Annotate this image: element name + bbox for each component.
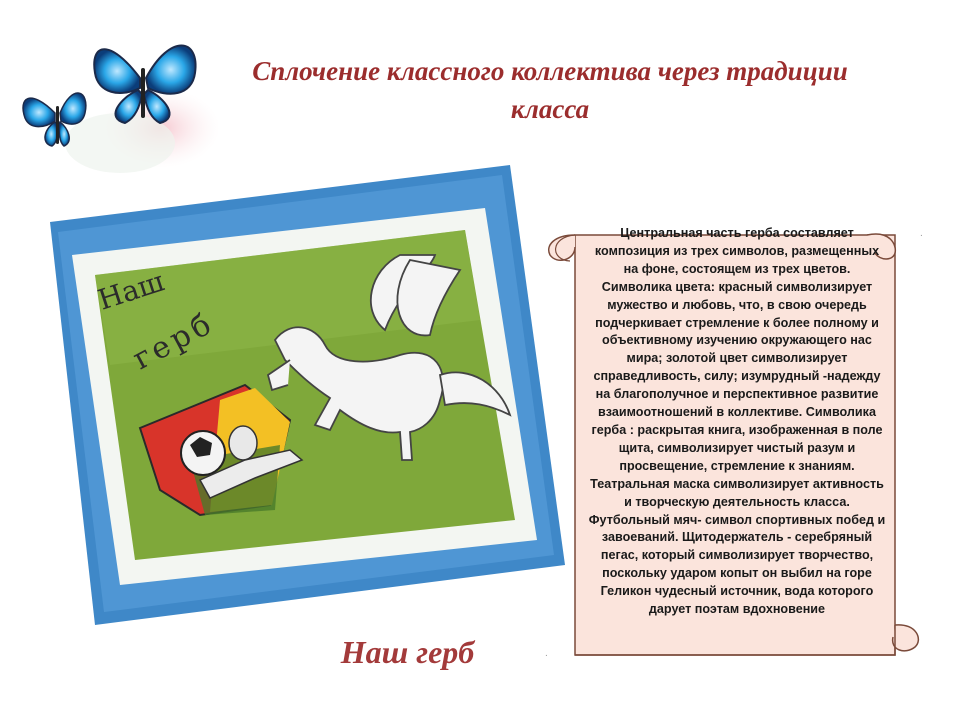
slide-title: Сплочение классного коллектива через традиции класса — [252, 56, 848, 124]
butterflies-decoration — [10, 18, 230, 178]
emblem-text-line1: Наш — [93, 264, 169, 317]
decor-dot: . — [545, 648, 548, 659]
emblem-text-line2: герб — [127, 305, 221, 378]
photo-caption: Наш герб — [340, 634, 475, 670]
description-scroll — [545, 225, 925, 660]
description-text: Центральная часть герба составляет композиция из трех символов, размещенных на фоне, состоящем из трех цветов. Символика цвета: красный символизирует мужество и любовь, что, в свою очередь подчеркивает стремление к более полному и объективному изучению окружающего нас мира; золотой цвет символизирует справедливость, силу; изумрудный -надежду на благополучное и перспективное развитие взаимоотношений в коллективе. Символика герба : раскрытая книга, изображенная в поле щита, символизирует чистый разум и просвещение, стремление к знаниям. Театральная маска символизирует активность и творческую деятельность класса. Футбольный мяч- символ спортивных побед и завоеваний. Щитодержатель - серебряный пегас, который символизирует творчество, поскольку ударом копыт он выбил на горе Геликон чудесный источник, вода которого дарует поэтам вдохновение — [588, 226, 886, 617]
emblem-photo — [40, 160, 580, 630]
decor-dot: . — [920, 228, 923, 239]
